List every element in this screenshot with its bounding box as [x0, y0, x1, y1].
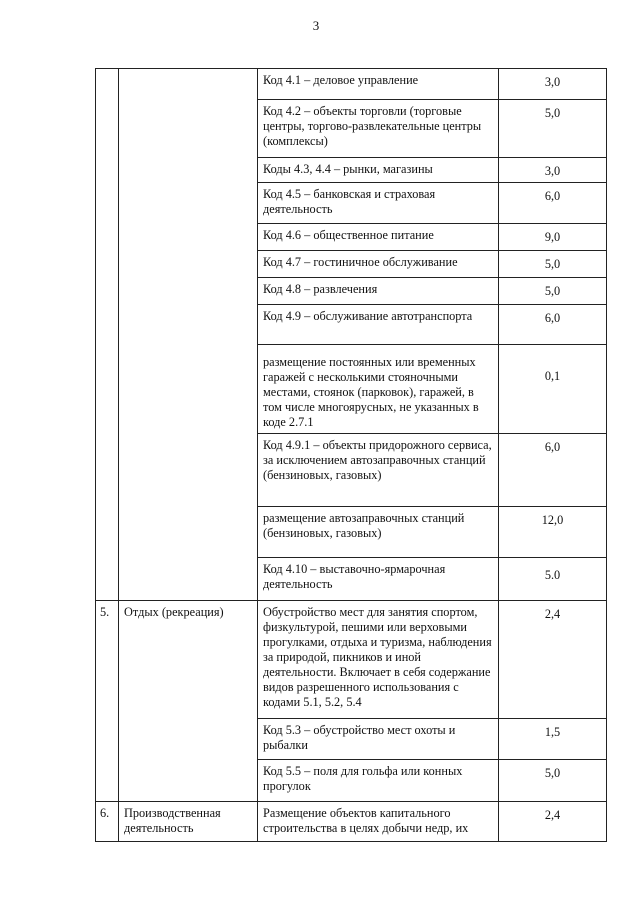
value-cell: 6,0	[499, 305, 607, 345]
row-number-cell: 5.	[96, 601, 119, 802]
description-cell: Код 4.7 – гостиничное обслуживание	[258, 251, 499, 278]
value-cell: 5,0	[499, 760, 607, 802]
description-cell: Код 4.9.1 – объекты придорожного сервиса, за исключением автозаправочных станций (бензиновых, газовых)	[258, 434, 499, 507]
value-cell: 5.0	[499, 558, 607, 601]
value-cell: 12,0	[499, 507, 607, 558]
value-cell: 1,5	[499, 719, 607, 760]
description-cell: размещение постоянных или временных гаражей с несколькими стояночными местами, стоянок (парковок), гаражей, в том числе многоярусных, не указанных в коде 2.7.1	[258, 345, 499, 434]
row-number-cell: 6.	[96, 802, 119, 842]
description-cell: Код 5.5 – поля для гольфа или конных прогулок	[258, 760, 499, 802]
category-cell	[119, 69, 258, 601]
value-cell: 6,0	[499, 183, 607, 224]
value-cell: 9,0	[499, 224, 607, 251]
description-cell: размещение автозаправочных станций (бензиновых, газовых)	[258, 507, 499, 558]
value-cell: 5,0	[499, 278, 607, 305]
description-cell: Код 4.6 – общественное питание	[258, 224, 499, 251]
value-cell: 5,0	[499, 251, 607, 278]
description-cell: Код 4.8 – развлечения	[258, 278, 499, 305]
value-cell: 3,0	[499, 158, 607, 183]
rates-table	[95, 68, 607, 842]
description-cell: Код 5.3 – обустройство мест охоты и рыбалки	[258, 719, 499, 760]
category-cell: Производственная деятельность	[119, 802, 258, 842]
table-row	[96, 601, 607, 719]
category-cell: Отдых (рекреация)	[119, 601, 258, 802]
description-cell: Код 4.2 – объекты торговли (торговые центры, торгово-развлекательные центры (комплексы)	[258, 100, 499, 158]
description-cell: Код 4.9 – обслуживание автотранспорта	[258, 305, 499, 345]
value-cell: 2,4	[499, 601, 607, 719]
table-row	[96, 69, 607, 100]
description-cell: Код 4.1 – деловое управление	[258, 69, 499, 100]
value-cell: 0,1	[499, 345, 607, 434]
description-cell: Код 4.10 – выставочно-ярмарочная деятельность	[258, 558, 499, 601]
value-cell: 5,0	[499, 100, 607, 158]
value-cell: 3,0	[499, 69, 607, 100]
description-cell: Обустройство мест для занятия спортом, физкультурой, пешими или верховыми прогулками, отдыха и туризма, наблюдения за природой, пикников и иной деятельности. Включает в себя содержание видов разрешенного использования с кодами 5.1, 5.2, 5.4	[258, 601, 499, 719]
page-number: 3	[312, 18, 320, 33]
description-cell: Коды 4.3, 4.4 – рынки, магазины	[258, 158, 499, 183]
value-cell: 2,4	[499, 802, 607, 842]
description-cell: Код 4.5 – банковская и страховая деятельность	[258, 183, 499, 224]
table-row	[96, 802, 607, 842]
row-number-cell	[96, 69, 119, 601]
description-cell: Размещение объектов капитального строительства в целях добычи недр, их	[258, 802, 499, 842]
value-cell: 6,0	[499, 434, 607, 507]
